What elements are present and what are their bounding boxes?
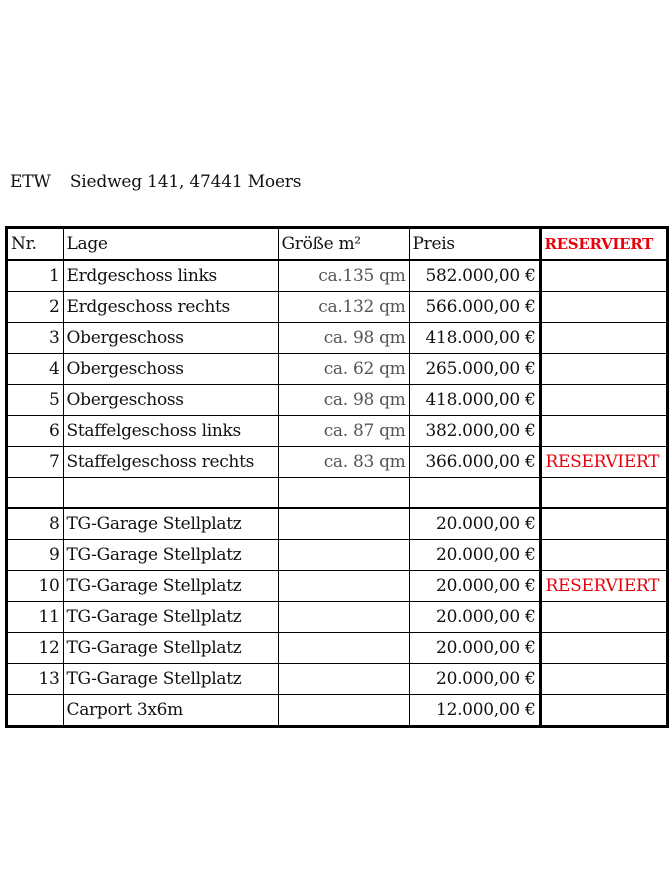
- cell-status: RESERVIERT: [540, 446, 666, 477]
- cell-status: [540, 539, 666, 570]
- table-row: [8, 291, 666, 322]
- table-row: [8, 260, 666, 291]
- cell-status: [540, 415, 666, 446]
- cell-price: 382.000,00 €: [409, 415, 540, 446]
- table-spacer-row: [8, 477, 666, 508]
- cell-nr: 2: [8, 291, 63, 322]
- cell-nr: 9: [8, 539, 63, 570]
- cell-status: [540, 291, 666, 322]
- cell-status: [540, 322, 666, 353]
- table-row: [8, 508, 666, 539]
- cell-price: 12.000,00 €: [409, 694, 540, 725]
- cell-size: ca.132 qm: [278, 291, 409, 322]
- column-header-price: Preis: [409, 229, 540, 260]
- cell-nr: 13: [8, 663, 63, 694]
- cell-lage: TG-Garage Stellplatz: [63, 632, 278, 663]
- cell-price: [409, 477, 540, 508]
- cell-nr: 1: [8, 260, 63, 291]
- cell-lage: [63, 477, 278, 508]
- column-header-lage: Lage: [63, 229, 278, 260]
- property-type: ETW: [10, 172, 51, 192]
- cell-price: 366.000,00 €: [409, 446, 540, 477]
- table-row: [8, 384, 666, 415]
- table-row: [8, 570, 666, 601]
- price-list-table: [8, 229, 666, 725]
- table-row: [8, 663, 666, 694]
- cell-status: [540, 663, 666, 694]
- table-row: [8, 415, 666, 446]
- cell-size: [278, 663, 409, 694]
- cell-status: [540, 694, 666, 725]
- cell-size: ca.135 qm: [278, 260, 409, 291]
- table-header-row: [8, 229, 666, 260]
- price-list-table-frame: [5, 226, 669, 728]
- cell-price: 20.000,00 €: [409, 663, 540, 694]
- cell-status: [540, 508, 666, 539]
- cell-lage: Erdgeschoss links: [63, 260, 278, 291]
- cell-size: [278, 539, 409, 570]
- cell-size: [278, 570, 409, 601]
- cell-size: [278, 632, 409, 663]
- table-row: [8, 539, 666, 570]
- cell-size: [278, 508, 409, 539]
- cell-nr: 4: [8, 353, 63, 384]
- cell-lage: TG-Garage Stellplatz: [63, 663, 278, 694]
- cell-price: 20.000,00 €: [409, 601, 540, 632]
- cell-price: 582.000,00 €: [409, 260, 540, 291]
- table-row: [8, 353, 666, 384]
- cell-nr: 6: [8, 415, 63, 446]
- cell-size: ca. 62 qm: [278, 353, 409, 384]
- table-row: [8, 322, 666, 353]
- cell-lage: TG-Garage Stellplatz: [63, 570, 278, 601]
- cell-lage: TG-Garage Stellplatz: [63, 539, 278, 570]
- cell-nr: 10: [8, 570, 63, 601]
- table-row: [8, 601, 666, 632]
- cell-nr: 12: [8, 632, 63, 663]
- cell-price: 20.000,00 €: [409, 539, 540, 570]
- cell-lage: Staffelgeschoss rechts: [63, 446, 278, 477]
- cell-size: ca. 98 qm: [278, 322, 409, 353]
- cell-lage: TG-Garage Stellplatz: [63, 601, 278, 632]
- cell-lage: Obergeschoss: [63, 322, 278, 353]
- cell-nr: 8: [8, 508, 63, 539]
- cell-size: [278, 477, 409, 508]
- column-header-status: RESERVIERT: [540, 229, 666, 260]
- cell-status: [540, 353, 666, 384]
- cell-lage: Obergeschoss: [63, 384, 278, 415]
- cell-lage: Erdgeschoss rechts: [63, 291, 278, 322]
- table-row: [8, 694, 666, 725]
- table-body: [8, 260, 666, 725]
- cell-lage: TG-Garage Stellplatz: [63, 508, 278, 539]
- table-row: [8, 632, 666, 663]
- document-heading: [10, 172, 301, 192]
- cell-lage: Staffelgeschoss links: [63, 415, 278, 446]
- cell-lage: Obergeschoss: [63, 353, 278, 384]
- cell-nr: 3: [8, 322, 63, 353]
- table-row: [8, 446, 666, 477]
- cell-price: 20.000,00 €: [409, 632, 540, 663]
- cell-nr: 7: [8, 446, 63, 477]
- cell-nr: 5: [8, 384, 63, 415]
- cell-price: 418.000,00 €: [409, 322, 540, 353]
- cell-size: ca. 98 qm: [278, 384, 409, 415]
- cell-size: ca. 83 qm: [278, 446, 409, 477]
- cell-status: [540, 260, 666, 291]
- cell-status: [540, 601, 666, 632]
- cell-nr: [8, 694, 63, 725]
- column-header-nr: Nr.: [8, 229, 63, 260]
- cell-price: 20.000,00 €: [409, 570, 540, 601]
- cell-lage: Carport 3x6m: [63, 694, 278, 725]
- column-header-size: Größe m²: [278, 229, 409, 260]
- cell-status: RESERVIERT: [540, 570, 666, 601]
- cell-size: ca. 87 qm: [278, 415, 409, 446]
- cell-price: 418.000,00 €: [409, 384, 540, 415]
- cell-price: 566.000,00 €: [409, 291, 540, 322]
- cell-price: 20.000,00 €: [409, 508, 540, 539]
- cell-status: [540, 384, 666, 415]
- cell-status: [540, 477, 666, 508]
- cell-size: [278, 601, 409, 632]
- cell-status: [540, 632, 666, 663]
- cell-price: 265.000,00 €: [409, 353, 540, 384]
- property-address: Siedweg 141, 47441 Moers: [69, 172, 302, 192]
- cell-size: [278, 694, 409, 725]
- cell-nr: 11: [8, 601, 63, 632]
- cell-nr: [8, 477, 63, 508]
